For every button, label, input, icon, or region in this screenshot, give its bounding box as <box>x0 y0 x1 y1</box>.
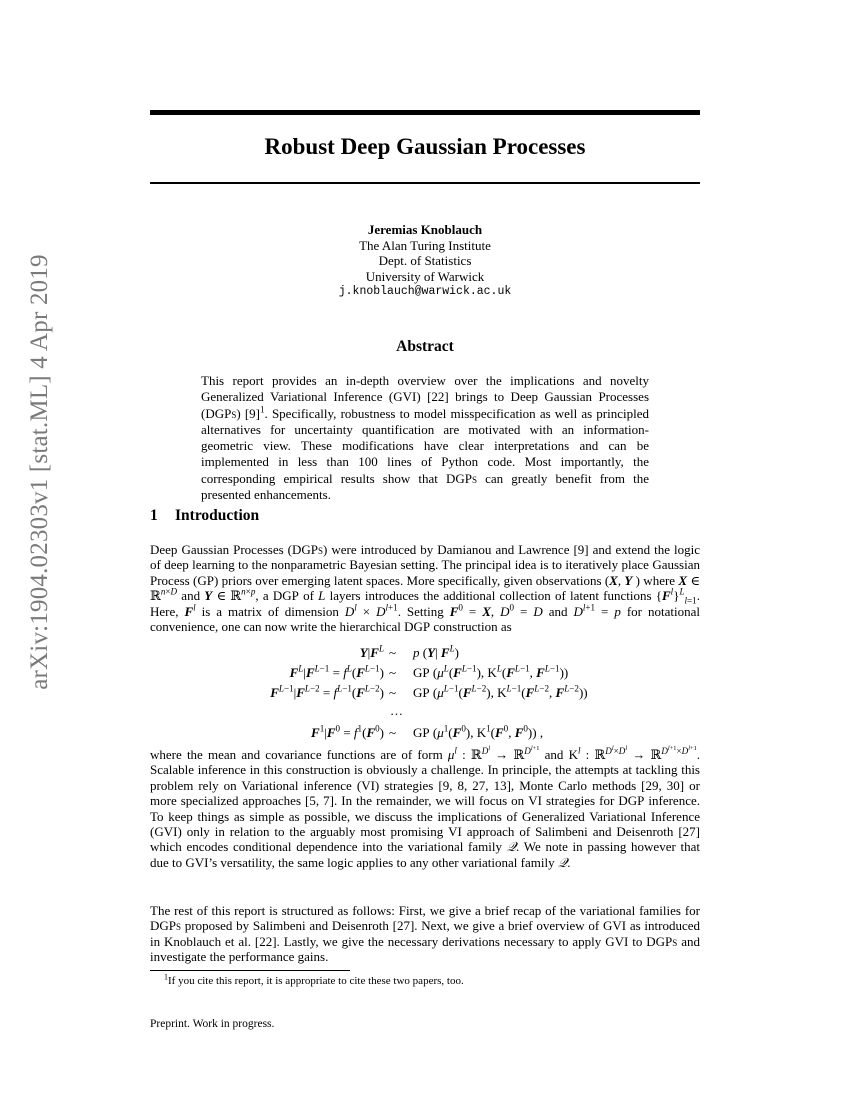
author-block <box>150 222 700 300</box>
equation-row-1: $Y|F^L$ ~ p (Y| $F^L$) <box>359 643 459 660</box>
author-name: Jeremias Knoblauch <box>367 222 483 237</box>
paper-title: Robust Deep Gaussian Processes <box>264 134 586 159</box>
section-heading-introduction: 1 Introduction <box>150 507 260 524</box>
intro-paragraph-1: Deep Gaussian Processes (DGPs) were introduced by Damianou and Lawrence [9] and extend the logic of deep learning to the nonparametric Bayesian setting. The principal idea is to iteratively place Gaussian Process (GP) priors over emerging latent spaces. More specifically, given observations (X, Y ) where X ∈ ℝ$^{n\times D}$ and Y ∈ ℝ$^{n\times p}$, a DGP of L layers introduces the additional collection of latent functions $\{F^l\}^L_{l=1}$. Here, $F^l$ is a matrix of dimension $D^l \times D^{l+1}$. Setting $F^0 = X$, $D^0 = D$ and $D^{l+1} = p$ for notational convenience, one can now write the hierarchical DGP construction as <box>150 542 700 635</box>
author-affiliation-university: University of Warwick <box>365 268 485 284</box>
author-affiliation-institute: The Alan Turing Institute <box>359 237 491 253</box>
author-email[interactable]: j.knoblauch@warwick.ac.uk <box>338 285 512 298</box>
arxiv-sidebar <box>0 0 60 1100</box>
author-affiliation-dept: Dept. of Statistics <box>378 253 472 268</box>
title-bottom-rule <box>150 182 700 184</box>
title-top-rule <box>150 110 700 115</box>
abstract-heading: Abstract <box>396 338 454 355</box>
footnote-rule <box>150 970 350 971</box>
equation-row-4: $F^1|F^0 = f^1(F^0)$ ~ GP ($\mu^1(F^0)$, $K^1(F^0$, $F^0$)) , <box>311 723 544 740</box>
footnote-marker[interactable]: 1 <box>260 404 265 415</box>
intro-paragraph-2: where the mean and covariance functions are of form $\mu^l$ : ℝ$^{D^l}$ → ℝ$^{D^{l+1}}$ and $K^l$ : ℝ$^{D^l\times D^l}$ → ℝ$^{D^{l+1}\times D^{l+1}}$. Scalable inference in this construction is obviously a challenge. In principle, the attempts at tackling this problem rely on Variational inference (VI) strategies [9, 8, 27, 13], Monte Carlo methods [29, 30] or more specialized approaches [5, 7]. In the remainder, we will focus on VI strategies for DGP inference. To keep things as simple as possible, we discuss the implications of Generalized Variational Inference (GVI) only in relation to the arguably most promising VI approach of Salimbeni and Deisenroth [27] which encodes conditional dependence into the variational family 𝒬. We note in passing however that due to GVI’s versatility, the same logic applies to any other variational family 𝒬. <box>150 744 701 870</box>
equation-row-3: $F^{L-1}|F^{L-2} = f^{L-1}(F^{L-2})$ ~ GP ($\mu^{L-1}(F^{L-2})$, $K^{L-1}(F^{L-2}$, $F^{L-2}$)) <box>270 683 588 700</box>
equation-row-2: $F^L|F^{L-1} = f^L(F^{L-1})$ ~ GP ($\mu^L(F^{L-1})$, $K^L(F^{L-1}$, $F^{L-1}$)) <box>289 663 569 680</box>
arxiv-identifier: arXiv:1904.02303v1 [stat.ML] 4 Apr 2019 <box>26 254 53 690</box>
preprint-notice: Preprint. Work in progress. <box>150 1018 275 1030</box>
footnote: $^1$If you cite this report, it is appropriate to cite these two papers, too. <box>164 972 464 987</box>
abstract-body: This report provides an in-depth overview over the implications and novelty Generalized Variational Inference (GVI) [22] brings to Deep Gaussian Processes (DGPs) $[9]^1$. Specifically, robustness to model misspecification as well as principled alternatives for uncertainty quantification are motivated with an information-geometric view. These modifications have clear interpretations and can be implemented in less than 100 lines of Python code. Most importantly, the corresponding empirical results show that DGPs can greatly benefit from the presented enhancements. <box>201 373 649 503</box>
equation-ellipsis: … <box>390 703 403 718</box>
intro-paragraph-3: The rest of this report is structured as follows: First, we give a brief recap of the variational families for DGPs proposed by Salimbeni and Deisenroth [27]. Next, we give a brief overview of GVI as introduced in Knoblauch et al. [22]. Lastly, we give the necessary derivations necessary to apply GVI to DGPs and investigate the performance gains. <box>150 903 701 965</box>
